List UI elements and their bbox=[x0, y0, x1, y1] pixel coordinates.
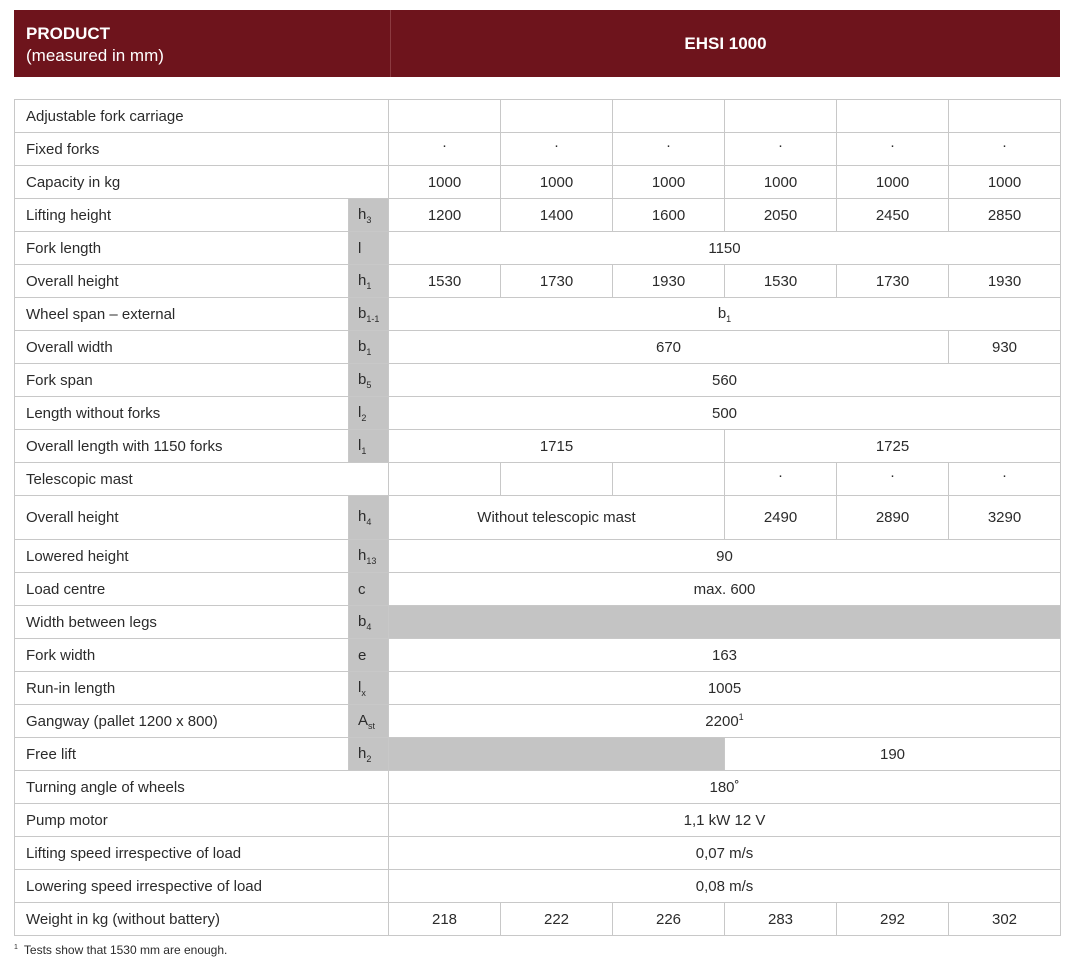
table-row bbox=[15, 331, 1061, 364]
bullet-mark: · bbox=[442, 136, 447, 154]
symbol-cell: c bbox=[349, 573, 389, 606]
table-row bbox=[15, 298, 1061, 331]
table-cell: 302 bbox=[949, 903, 1061, 936]
empty-grey-cell bbox=[389, 738, 725, 771]
table-row bbox=[15, 606, 1061, 639]
table-cell: 670 bbox=[389, 331, 949, 364]
table-row bbox=[15, 166, 1061, 199]
row-label: Overall height bbox=[15, 265, 349, 298]
table-cell: 283 bbox=[725, 903, 837, 936]
table-cell bbox=[949, 100, 1061, 133]
table-row bbox=[15, 903, 1061, 936]
row-label: Lowered height bbox=[15, 540, 349, 573]
table-cell: $b_1$ bbox=[389, 298, 1061, 331]
table-cell bbox=[389, 100, 501, 133]
table-cell: 0,08 m/s bbox=[389, 870, 1061, 903]
table-cell: 0,07 m/s bbox=[389, 837, 1061, 870]
row-label: Overall height bbox=[15, 496, 349, 540]
table-cell: 1530 bbox=[725, 265, 837, 298]
row-label: Width between legs bbox=[15, 606, 349, 639]
empty-grey-cell bbox=[389, 606, 1061, 639]
bullet-mark: · bbox=[890, 466, 895, 484]
table-header bbox=[14, 10, 1060, 77]
table-cell: 90 bbox=[389, 540, 1061, 573]
table-row bbox=[15, 573, 1061, 606]
row-label: Lowering speed irrespective of load bbox=[15, 870, 389, 903]
table-cell: 1000 bbox=[725, 166, 837, 199]
symbol-cell: $b_4$ bbox=[349, 606, 389, 639]
table-row bbox=[15, 705, 1061, 738]
row-label: Length without forks bbox=[15, 397, 349, 430]
table-row bbox=[15, 100, 1061, 133]
table-row bbox=[15, 199, 1061, 232]
symbol-cell: l bbox=[349, 232, 389, 265]
table-cell: 2850 bbox=[949, 199, 1061, 232]
table-cell: 560 bbox=[389, 364, 1061, 397]
symbol-cell: $b_{1-1}$ bbox=[349, 298, 389, 331]
row-label: Fork length bbox=[15, 232, 349, 265]
table-cell: 1530 bbox=[389, 265, 501, 298]
row-label: Wheel span – external bbox=[15, 298, 349, 331]
table-cell bbox=[725, 463, 837, 496]
row-label: Adjustable fork carriage bbox=[15, 100, 389, 133]
table-cell bbox=[725, 100, 837, 133]
symbol-cell: $h_2$ bbox=[349, 738, 389, 771]
table-cell: 1730 bbox=[501, 265, 613, 298]
row-label: Lifting speed irrespective of load bbox=[15, 837, 389, 870]
symbol-cell: $l_1$ bbox=[349, 430, 389, 463]
table-cell: 500 bbox=[389, 397, 1061, 430]
table-row bbox=[15, 738, 1061, 771]
symbol-cell: e bbox=[349, 639, 389, 672]
table-cell bbox=[613, 100, 725, 133]
table-row bbox=[15, 870, 1061, 903]
table-cell: 1730 bbox=[837, 265, 949, 298]
symbol-cell: $l_x$ bbox=[349, 672, 389, 705]
table-cell: 180˚ bbox=[389, 771, 1061, 804]
symbol-cell: $b_1$ bbox=[349, 331, 389, 364]
table-cell bbox=[501, 133, 613, 166]
table-cell: 2890 bbox=[837, 496, 949, 540]
table-cell: 1000 bbox=[837, 166, 949, 199]
table-cell: 1150 bbox=[389, 232, 1061, 265]
row-label: Telescopic mast bbox=[15, 463, 389, 496]
table-cell bbox=[501, 463, 613, 496]
table-cell: max. 600 bbox=[389, 573, 1061, 606]
row-label: Fixed forks bbox=[15, 133, 389, 166]
table-row bbox=[15, 771, 1061, 804]
table-cell: 1400 bbox=[501, 199, 613, 232]
table-cell: 190 bbox=[725, 738, 1061, 771]
table-cell: 3290 bbox=[949, 496, 1061, 540]
row-label: Overall length with 1150 forks bbox=[15, 430, 349, 463]
table-row bbox=[15, 133, 1061, 166]
unit-note: (measured in mm) bbox=[26, 46, 164, 65]
row-label: Capacity in kg bbox=[15, 166, 389, 199]
table-cell: 2200$^1$ bbox=[389, 705, 1061, 738]
table-cell: 2450 bbox=[837, 199, 949, 232]
footnote-mark: 1 bbox=[14, 944, 18, 951]
bullet-mark: · bbox=[1002, 466, 1007, 484]
table-cell: 2050 bbox=[725, 199, 837, 232]
table-cell bbox=[501, 100, 613, 133]
bullet-mark: · bbox=[778, 136, 783, 154]
row-label: Weight in kg (without battery) bbox=[15, 903, 389, 936]
table-cell: 1005 bbox=[389, 672, 1061, 705]
table-cell bbox=[837, 100, 949, 133]
symbol-cell: $b_5$ bbox=[349, 364, 389, 397]
table-cell bbox=[949, 463, 1061, 496]
table-cell: 1715 bbox=[389, 430, 725, 463]
table-cell: 1725 bbox=[725, 430, 1061, 463]
table-cell: 1000 bbox=[949, 166, 1061, 199]
table-row bbox=[15, 463, 1061, 496]
table-cell: 218 bbox=[389, 903, 501, 936]
table-row bbox=[15, 232, 1061, 265]
table-cell: 930 bbox=[949, 331, 1061, 364]
table-cell: 1930 bbox=[949, 265, 1061, 298]
bullet-mark: · bbox=[1002, 136, 1007, 154]
row-label: Gangway (pallet 1200 x 800) bbox=[15, 705, 349, 738]
row-label: Load centre bbox=[15, 573, 349, 606]
symbol-cell: $h_{13}$ bbox=[349, 540, 389, 573]
model-name: EHSI 1000 bbox=[684, 33, 767, 53]
table-cell bbox=[389, 133, 501, 166]
table-cell: 163 bbox=[389, 639, 1061, 672]
table-cell: 1600 bbox=[613, 199, 725, 232]
table-row bbox=[15, 364, 1061, 397]
row-label: Free lift bbox=[15, 738, 349, 771]
symbol-cell: $l_2$ bbox=[349, 397, 389, 430]
table-cell: Without telescopic mast bbox=[389, 496, 725, 540]
table-row bbox=[15, 430, 1061, 463]
bullet-mark: · bbox=[778, 466, 783, 484]
table-cell: 1000 bbox=[613, 166, 725, 199]
spec-table bbox=[14, 99, 1061, 936]
symbol-cell: $h_1$ bbox=[349, 265, 389, 298]
symbol-cell: $h_3$ bbox=[349, 199, 389, 232]
table-row bbox=[15, 397, 1061, 430]
table-row bbox=[15, 837, 1061, 870]
table-cell bbox=[389, 463, 501, 496]
row-label: Turning angle of wheels bbox=[15, 771, 389, 804]
table-cell: 1000 bbox=[501, 166, 613, 199]
table-cell: 1000 bbox=[389, 166, 501, 199]
table-cell bbox=[725, 133, 837, 166]
table-cell bbox=[613, 463, 725, 496]
product-header-cell bbox=[14, 10, 391, 77]
table-cell bbox=[949, 133, 1061, 166]
table-cell: 226 bbox=[613, 903, 725, 936]
symbol-cell: $h_4$ bbox=[349, 496, 389, 540]
bullet-mark: · bbox=[890, 136, 895, 154]
bullet-mark: · bbox=[554, 136, 559, 154]
row-label: Run-in length bbox=[15, 672, 349, 705]
bullet-mark: · bbox=[666, 136, 671, 154]
table-cell: 2490 bbox=[725, 496, 837, 540]
table-row bbox=[15, 496, 1061, 540]
row-label: Overall width bbox=[15, 331, 349, 364]
table-cell: 292 bbox=[837, 903, 949, 936]
footnote-text: Tests show that 1530 mm are enough. bbox=[23, 943, 228, 957]
table-row bbox=[15, 639, 1061, 672]
product-label: PRODUCT bbox=[26, 24, 111, 43]
table-cell: 1930 bbox=[613, 265, 725, 298]
table-row bbox=[15, 265, 1061, 298]
table-cell bbox=[613, 133, 725, 166]
table-cell: 1,1 kW 12 V bbox=[389, 804, 1061, 837]
table-row bbox=[15, 540, 1061, 573]
row-label: Fork width bbox=[15, 639, 349, 672]
table-row bbox=[15, 672, 1061, 705]
table-cell bbox=[837, 133, 949, 166]
row-label: Fork span bbox=[15, 364, 349, 397]
table-cell bbox=[837, 463, 949, 496]
row-label: Pump motor bbox=[15, 804, 389, 837]
table-cell: 222 bbox=[501, 903, 613, 936]
symbol-cell: $A_{st}$ bbox=[349, 705, 389, 738]
row-label: Lifting height bbox=[15, 199, 349, 232]
table-row bbox=[15, 804, 1061, 837]
table-cell: 1200 bbox=[389, 199, 501, 232]
